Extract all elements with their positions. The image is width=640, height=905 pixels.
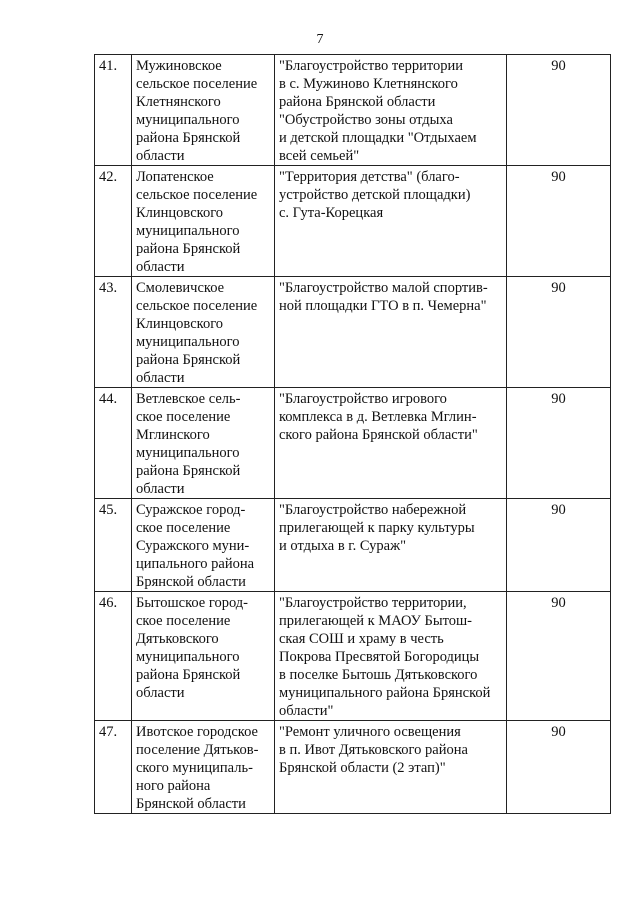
settlement-cell: [132, 166, 275, 277]
table-row: [95, 55, 611, 166]
project-line: комплекса в д. Ветлевка Мглин-: [279, 409, 477, 425]
row-number: 41.: [95, 55, 132, 166]
amount-cell: 90: [507, 277, 611, 388]
project-line: в поселке Бытошь Дятьковского: [279, 667, 478, 683]
amount-cell: 90: [507, 55, 611, 166]
project-line: "Территория детства" (благо-: [279, 169, 460, 185]
project-line: в с. Мужиново Клетнянского: [279, 76, 458, 92]
project-line: "Ремонт уличного освещения: [279, 724, 461, 740]
project-line: ского района Брянской области": [279, 427, 478, 443]
project-line: Брянской области (2 этап)": [279, 760, 446, 776]
row-number: 44.: [95, 388, 132, 499]
project-line: всей семьей": [279, 148, 360, 164]
row-number: 45.: [95, 499, 132, 592]
project-line: и отдыха в г. Сураж": [279, 538, 407, 554]
project-line: "Благоустройство малой спортив-: [279, 280, 488, 296]
settlement-line: ское поселение: [136, 613, 231, 629]
project-line: района Брянской области: [279, 94, 436, 110]
settlement-line: района Брянской: [136, 667, 241, 683]
table-row: [95, 499, 611, 592]
amount-cell: 90: [507, 499, 611, 592]
settlement-line: района Брянской: [136, 463, 241, 479]
row-number: 43.: [95, 277, 132, 388]
settlement-cell: [132, 388, 275, 499]
settlement-line: муниципального: [136, 649, 240, 665]
settlement-line: Смолевичское: [136, 280, 225, 296]
project-cell: [275, 166, 507, 277]
settlement-cell: [132, 592, 275, 721]
project-line: "Благоустройство набережной: [279, 502, 467, 518]
amount-cell: 90: [507, 166, 611, 277]
settlement-line: поселение Дятьков-: [136, 742, 259, 758]
project-line: области": [279, 703, 334, 719]
settlement-line: муниципального: [136, 112, 240, 128]
settlement-line: Ветлевское сель-: [136, 391, 241, 407]
project-line: "Благоустройство территории,: [279, 595, 467, 611]
amount-cell: 90: [507, 388, 611, 499]
settlement-line: района Брянской: [136, 352, 241, 368]
table-row: [95, 721, 611, 814]
amount-cell: 90: [507, 592, 611, 721]
project-line: с. Гута-Корецкая: [279, 205, 384, 221]
settlement-line: Бытошское город-: [136, 595, 248, 611]
settlement-line: Брянской области: [136, 796, 246, 812]
project-cell: [275, 277, 507, 388]
settlement-cell: [132, 499, 275, 592]
project-line: Покрова Пресвятой Богородицы: [279, 649, 480, 665]
project-line: устройство детской площадки): [279, 187, 471, 203]
settlement-line: Брянской области: [136, 574, 246, 590]
settlement-line: области: [136, 481, 185, 497]
settlement-line: области: [136, 259, 185, 275]
settlement-line: района Брянской: [136, 241, 241, 257]
settlement-line: Мглинского: [136, 427, 210, 443]
project-line: муниципального района Брянской: [279, 685, 491, 701]
settlement-line: ципального района: [136, 556, 255, 572]
settlement-line: Ивотское городское: [136, 724, 258, 740]
settlement-line: сельское поселение: [136, 187, 258, 203]
settlement-line: Клетнянского: [136, 94, 221, 110]
settlement-line: муниципального: [136, 223, 240, 239]
table-row: [95, 592, 611, 721]
table-row: [95, 166, 611, 277]
settlement-line: ское поселение: [136, 520, 231, 536]
project-cell: [275, 55, 507, 166]
settlement-line: сельское поселение: [136, 76, 258, 92]
settlement-line: муниципального: [136, 445, 240, 461]
settlement-line: области: [136, 370, 185, 386]
settlement-cell: [132, 55, 275, 166]
settlement-line: Дятьковского: [136, 631, 219, 647]
project-cell: [275, 592, 507, 721]
table-row: [95, 277, 611, 388]
settlement-line: Суражское город-: [136, 502, 246, 518]
settlement-line: области: [136, 148, 185, 164]
settlement-line: Лопатенское: [136, 169, 214, 185]
row-number: 47.: [95, 721, 132, 814]
settlement-line: области: [136, 685, 185, 701]
project-line: в п. Ивот Дятьковского района: [279, 742, 468, 758]
settlement-line: ского муниципаль-: [136, 760, 253, 776]
project-line: "Благоустройство территории: [279, 58, 464, 74]
settlement-line: ское поселение: [136, 409, 231, 425]
settlement-line: ного района: [136, 778, 211, 794]
project-cell: [275, 721, 507, 814]
settlement-line: муниципального: [136, 334, 240, 350]
settlement-cell: [132, 277, 275, 388]
settlement-line: сельское поселение: [136, 298, 258, 314]
settlement-line: Суражского муни-: [136, 538, 250, 554]
settlement-cell: [132, 721, 275, 814]
projects-table-body: [95, 55, 611, 814]
project-line: прилегающей к МАОУ Бытош-: [279, 613, 472, 629]
project-cell: [275, 388, 507, 499]
project-line: "Обустройство зоны отдыха: [279, 112, 453, 128]
page-number: 7: [316, 32, 324, 47]
project-line: прилегающей к парку культуры: [279, 520, 475, 536]
settlement-line: Клинцовского: [136, 205, 224, 221]
settlement-line: Клинцовского: [136, 316, 224, 332]
row-number: 42.: [95, 166, 132, 277]
projects-table: [94, 54, 611, 814]
table-row: [95, 388, 611, 499]
amount-cell: 90: [507, 721, 611, 814]
project-line: и детской площадки "Отдыхаем: [279, 130, 477, 146]
settlement-line: района Брянской: [136, 130, 241, 146]
project-line: "Благоустройство игрового: [279, 391, 447, 407]
project-line: ной площадки ГТО в п. Чемерна": [279, 298, 487, 314]
row-number: 46.: [95, 592, 132, 721]
project-line: ская СОШ и храму в честь: [279, 631, 444, 647]
project-cell: [275, 499, 507, 592]
settlement-line: Мужиновское: [136, 58, 222, 74]
